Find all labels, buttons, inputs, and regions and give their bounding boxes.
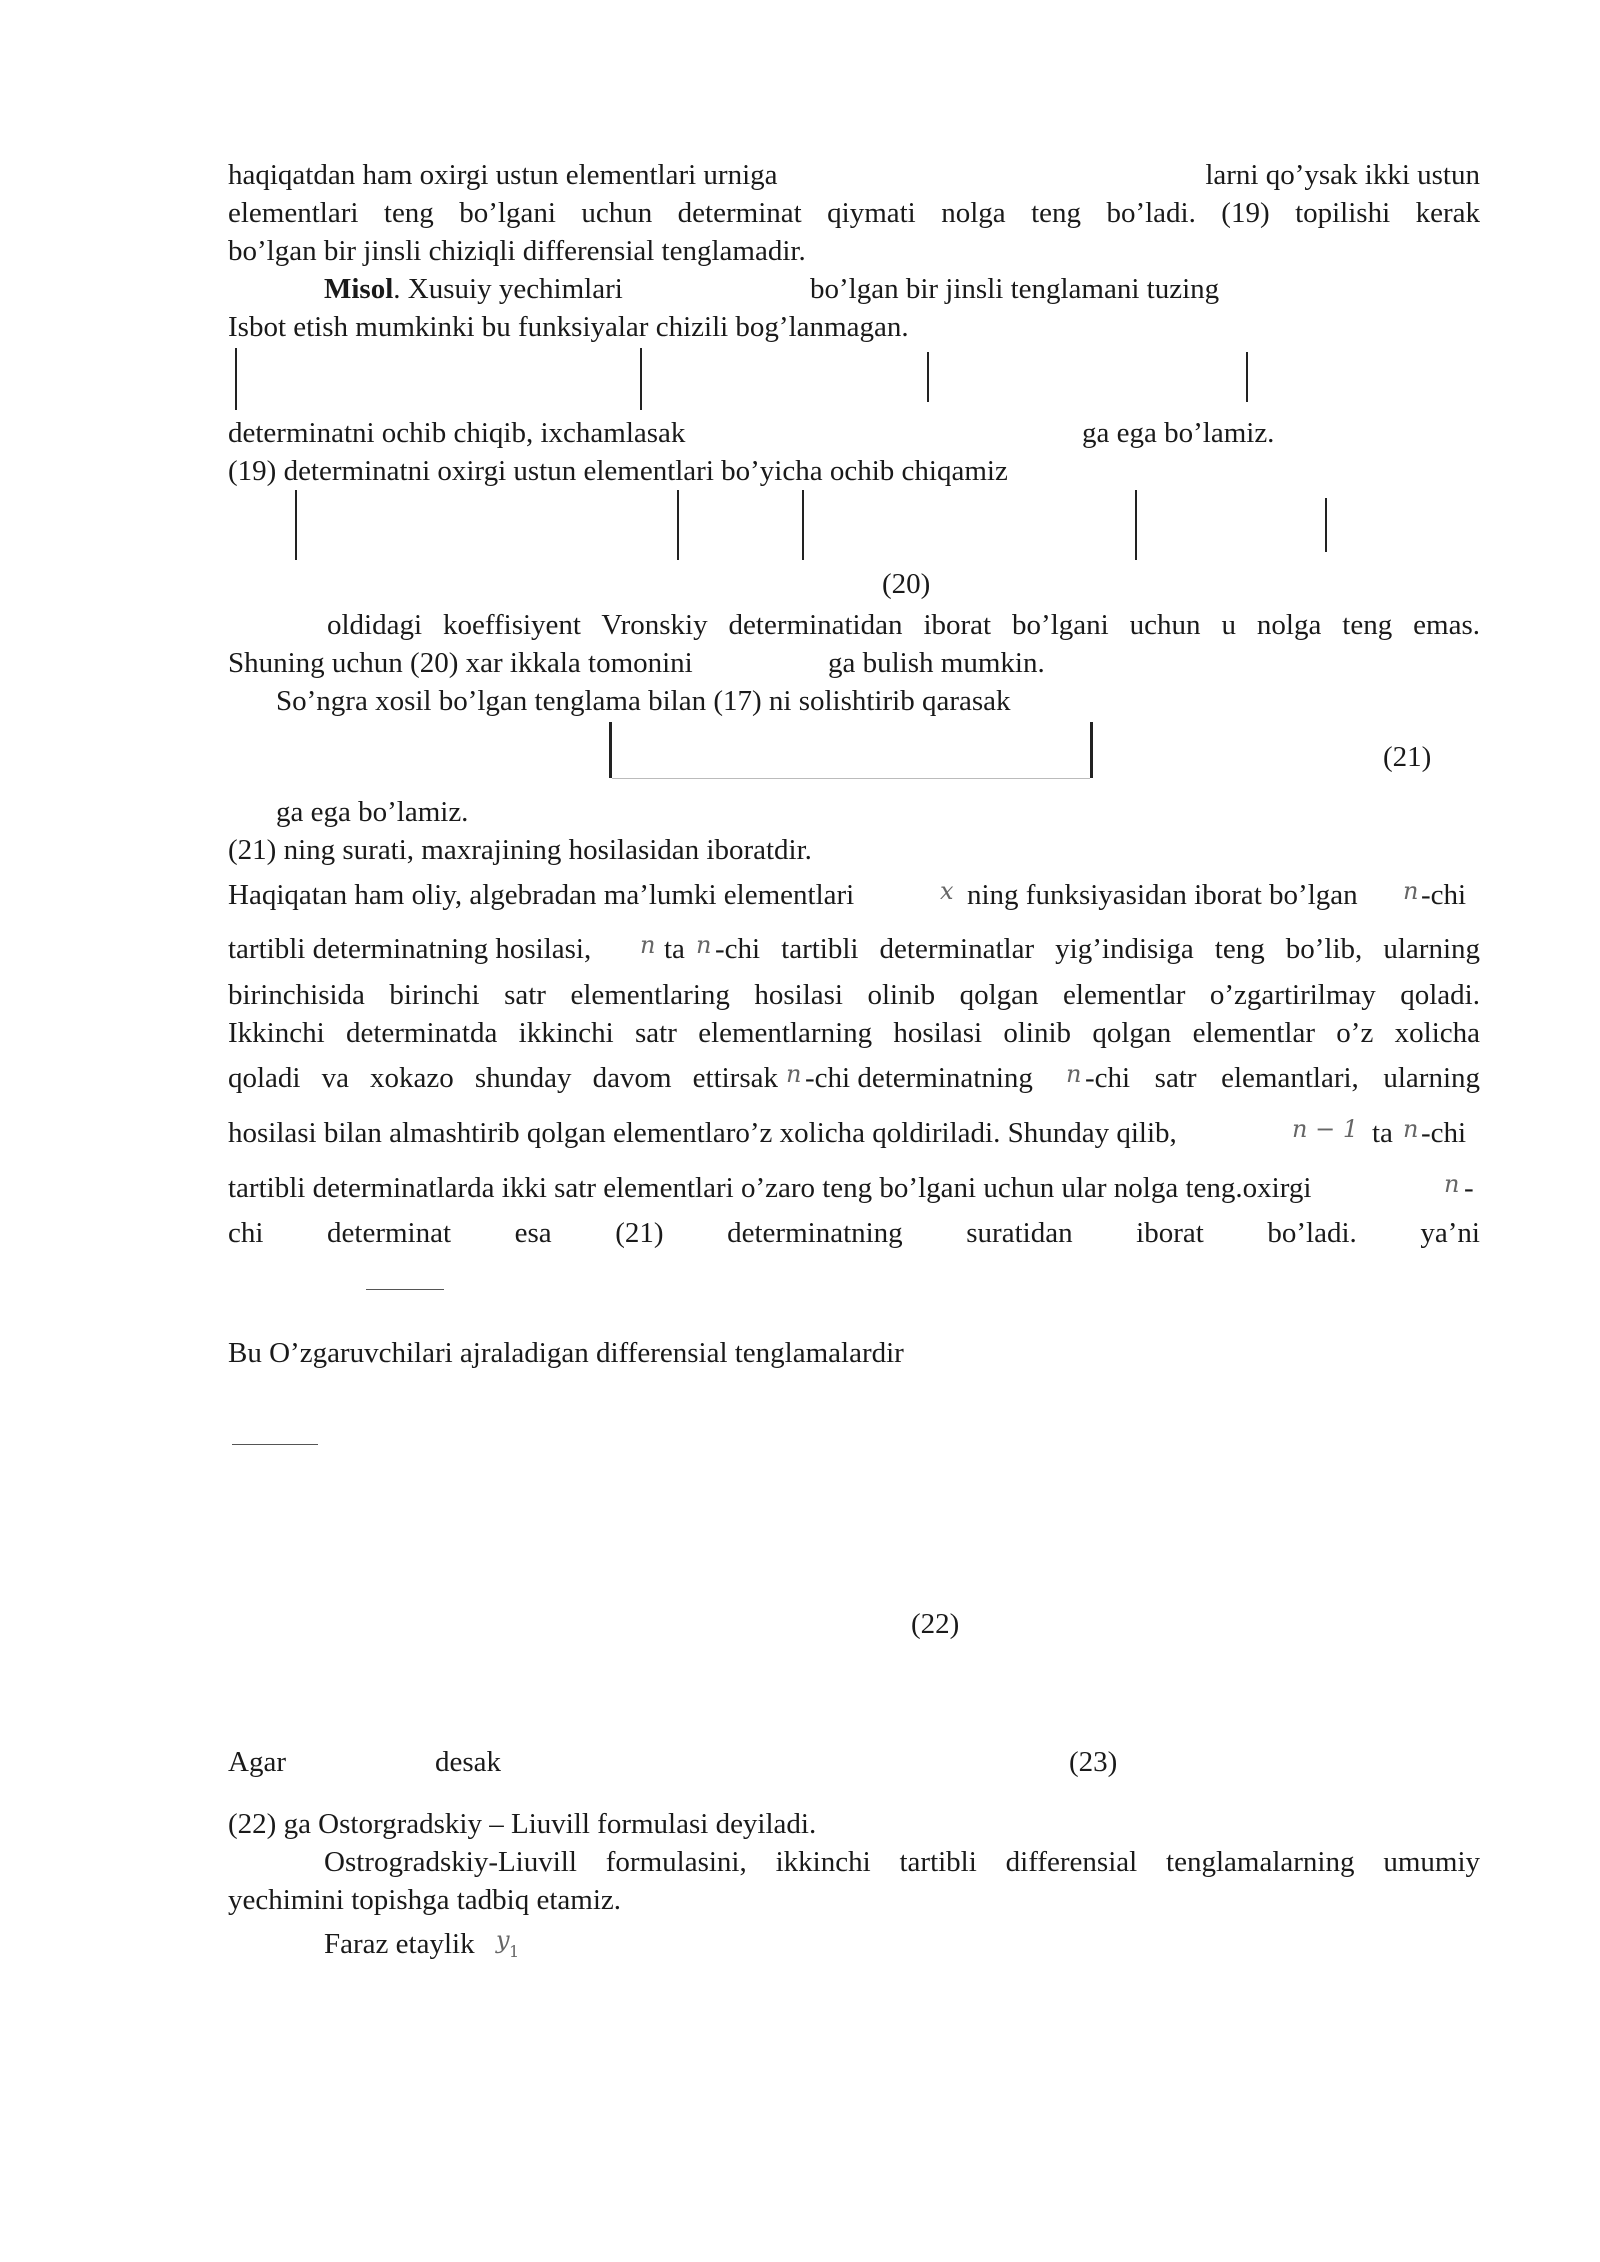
- fraction-line: [612, 778, 1090, 779]
- text-line-18a: hosilasi bilan almashtirib qolgan elementlaro’z xolicha qoldiriladi. Shunday qilib,: [228, 1117, 1177, 1149]
- word: determinatning: [727, 1217, 903, 1249]
- text-line-19b: -: [1464, 1172, 1474, 1204]
- equation-number-23: (23): [1069, 1746, 1118, 1778]
- text-line-8: oldidagi koeffisiyent Vronskiy determinatidan iborat bo’lgani uchun u nolga teng emas.: [327, 609, 1480, 641]
- text-line-25: yechimini topishga tadbiq etamiz.: [228, 1884, 622, 1916]
- text-line-17a: qoladi va xokazo shunday davom ettirsak: [228, 1062, 778, 1094]
- math-n: n: [1403, 877, 1419, 905]
- text-line-6a: determinatni ochib chiqib, ixchamlasak: [228, 417, 686, 449]
- math-subscript-1: 1: [509, 1942, 520, 1961]
- text-line-18c: -chi: [1421, 1117, 1467, 1149]
- text-line-17c: -chi satr elemantlari, ularning: [1085, 1062, 1480, 1094]
- text-line-9b: ga bulish mumkin.: [828, 647, 1045, 679]
- agar-text: Agar: [228, 1746, 286, 1778]
- text-line-13c: -chi: [1421, 879, 1467, 911]
- text-line-3: bo’lgan bir jinsli chiziqli differensial tenglamadir.: [228, 235, 806, 267]
- text-line-7: (19) determinatni oxirgi ustun elementlari bo’yicha ochib chiqamiz: [228, 455, 1008, 487]
- text-line-19a: tartibli determinatlarda ikki satr elementlari o’zaro teng bo’lgani uchun ular nolga teng.oxirgi: [228, 1172, 1312, 1204]
- text-line-14c: -chi tartibli determinatlar yig’indisiga teng bo’lib, ularning: [715, 933, 1480, 965]
- math-y: y: [496, 1926, 510, 1954]
- text-line-15: [228, 976, 1480, 1014]
- determinant-bar: [802, 490, 804, 560]
- fraction-line: [366, 1289, 444, 1290]
- text-line-11: ga ega bo’lamiz.: [276, 796, 469, 828]
- word: suratidan: [966, 1217, 1073, 1249]
- desak-text: desak: [435, 1746, 502, 1778]
- text-line-26: Faraz etaylik: [324, 1928, 475, 1960]
- text-line-15-content: birinchisida birinchi satr elementlaring hosilasi olinib qolgan elementlar o’zgartirilmay qoladi.: [228, 979, 1480, 1011]
- determinant-bar: [1325, 498, 1327, 552]
- text-line-16-content: Ikkinchi determinatda ikkinchi satr elementlarning hosilasi olinib qolgan elementlar o’z xolicha: [228, 1017, 1480, 1049]
- math-n: n: [1066, 1060, 1082, 1088]
- math-n-minus-1: n − 1: [1292, 1115, 1359, 1143]
- determinant-bar: [1090, 722, 1093, 778]
- word: ya’ni: [1420, 1217, 1480, 1249]
- math-x: x: [940, 877, 954, 905]
- math-n: n: [696, 931, 712, 959]
- equation-number-21: (21): [1383, 741, 1432, 773]
- text-line-6b: ga ega bo’lamiz.: [1082, 417, 1275, 449]
- text-line-14a: tartibli determinatning hosilasi,: [228, 933, 592, 965]
- math-n: n: [786, 1060, 802, 1088]
- determinant-bar: [1135, 490, 1137, 560]
- determinant-bar: [609, 722, 612, 778]
- example-label: Misol: [324, 273, 394, 305]
- determinant-bar: [640, 348, 642, 410]
- example-line: [324, 270, 623, 308]
- example-tail: bo’lgan bir jinsli tenglamani tuzing: [810, 273, 1220, 305]
- equation-number-20: (20): [882, 568, 931, 600]
- math-n: n: [1403, 1115, 1419, 1143]
- word: determinat: [327, 1217, 452, 1249]
- word: chi: [228, 1217, 264, 1249]
- example-text: . Xusuiy yechimlari: [393, 273, 623, 305]
- word: (21): [615, 1217, 664, 1249]
- text-line-12: (21) ning surati, maxrajining hosilasidan iboratdir.: [228, 834, 812, 866]
- text-line-14b: ta: [664, 933, 685, 965]
- determinant-bar: [927, 352, 929, 402]
- word: iborat: [1136, 1217, 1204, 1249]
- text-line-17b: -chi determinatning: [805, 1062, 1033, 1094]
- text-line-24: Ostrogradskiy-Liuvill formulasini, ikkinchi tartibli differensial tenglamalarning umumiy: [324, 1846, 1480, 1878]
- equation-number-22: (22): [911, 1608, 960, 1640]
- text-line-1a: haqiqatdan ham oxirgi ustun elementlari urniga: [228, 159, 778, 191]
- math-n: n: [640, 931, 656, 959]
- text-line-1b: larni qo’ysak ikki ustun: [1205, 159, 1480, 191]
- determinant-bar: [677, 490, 679, 560]
- text-line-10: So’ngra xosil bo’lgan tenglama bilan (17) ni solishtirib qarasak: [276, 685, 1011, 717]
- word: esa: [514, 1217, 552, 1249]
- text-line-16: [228, 1014, 1480, 1052]
- text-line-13a: Haqiqatan ham oliy, algebradan ma’lumki elementlari: [228, 879, 855, 911]
- fraction-line: [232, 1444, 318, 1445]
- determinant-bar: [295, 490, 297, 560]
- text-line-18b: ta: [1372, 1117, 1393, 1149]
- text-line-20: [228, 1214, 1480, 1252]
- determinant-bar: [1246, 352, 1248, 402]
- text-line-2: [228, 194, 1480, 232]
- math-n: n: [1444, 1170, 1460, 1198]
- word: bo’ladi.: [1267, 1217, 1357, 1249]
- text-line-2-content: elementlari teng bo’lgani uchun determinat qiymati nolga teng bo’ladi. (19) topilishi kerak: [228, 197, 1480, 229]
- text-line-5: Isbot etish mumkinki bu funksiyalar chizili bog’lanmagan.: [228, 311, 909, 343]
- text-line-23: (22) ga Ostorgradskiy – Liuvill formulasi deyiladi.: [228, 1808, 817, 1840]
- text-line-13b: ning funksiyasidan iborat bo’lgan: [967, 879, 1358, 911]
- text-line-9a: Shuning uchun (20) xar ikkala tomonini: [228, 647, 693, 679]
- text-line-21: Bu O’zgaruvchilari ajraladigan differensial tenglamalardir: [228, 1337, 904, 1369]
- determinant-bar: [235, 348, 237, 410]
